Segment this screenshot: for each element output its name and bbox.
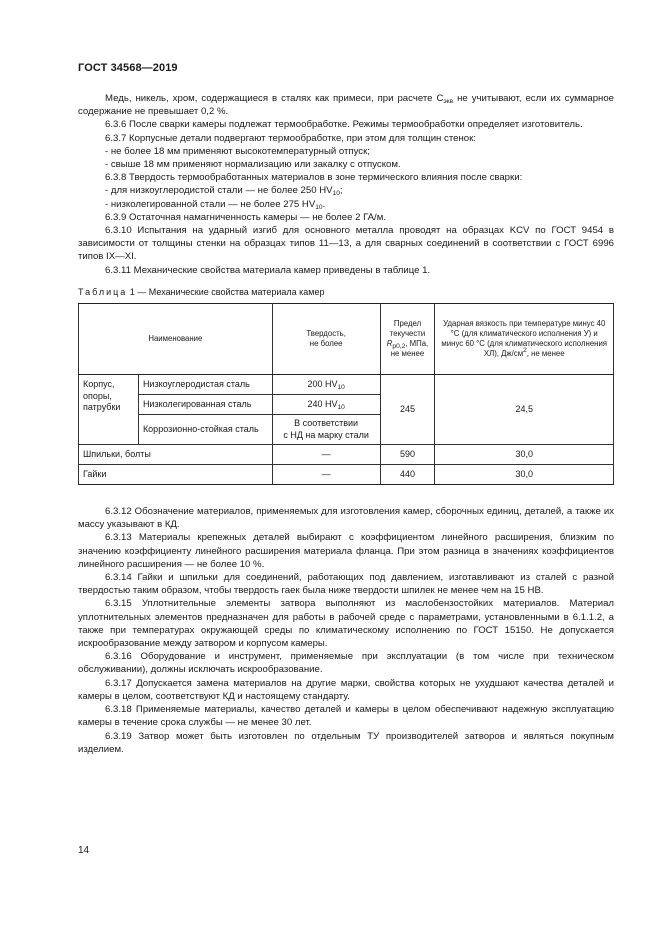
header-impact-text: Ударная вязкость при температуре минус 40 °С (для климатического исполнения У) и минус 60 °С (для климатического исполнения ХЛ), Дж/см xyxy=(441,319,608,359)
hardness-line2: с НД на марку стали xyxy=(283,429,369,440)
intro-paragraph xyxy=(78,92,614,118)
hardness-cell xyxy=(272,395,380,415)
header-hardness-line1: Твердость, xyxy=(306,329,346,339)
header-yield-line4: не менее xyxy=(390,349,425,359)
hardness-line1: В соответствии xyxy=(294,418,359,429)
material-cell: Низкоуглеродистая сталь xyxy=(138,375,272,395)
material-cell: Коррозионно-стойкая сталь xyxy=(138,415,272,445)
clause-6-3-14: 6.3.14 Гайки и шпильки для соединений, работающих под давлением, изготавливают из сталей с разной твердостью таким образом, чтобы твердость гаек была ниже твердости шпилек не менее чем на 15 НВ. xyxy=(78,572,614,597)
intro-text-end: не учитывают, если их суммарное содержание не превышает 0,2 %. xyxy=(78,93,614,118)
studs-impact-cell: 30,0 xyxy=(435,445,614,465)
clause-6-3-7-item-2: - свыше 18 мм применяют нормализацию или закалку с отпуском. xyxy=(105,159,401,171)
header-hardness xyxy=(272,304,380,375)
header-yield-symbol: R xyxy=(386,339,393,349)
item-subscript: 10 xyxy=(315,203,323,211)
item-subscript: 10 xyxy=(332,190,340,198)
mechanical-properties-table xyxy=(78,303,614,485)
document-body xyxy=(78,92,614,756)
hardness-value: 240 HV xyxy=(307,398,338,409)
clause-6-3-8: 6.3.8 Твердость термообработанных материалов в зоне термического влияния после сварки: xyxy=(105,172,523,184)
table-caption xyxy=(78,286,614,299)
table-row xyxy=(79,465,614,485)
intro-subscript: экв xyxy=(443,98,454,105)
table-caption-text: 1 — Механические свойства материала камер xyxy=(127,286,325,297)
clause-6-3-19: 6.3.19 Затвор может быть изготовлен по отдельным ТУ производителей затворов и являться покупным изделием. xyxy=(78,730,614,755)
document-header: ГОСТ 34568—2019 xyxy=(78,62,178,74)
studs-name-cell: Шпильки, болты xyxy=(79,445,273,465)
hardness-subscript: 10 xyxy=(337,383,345,391)
table-caption-label: Таблица xyxy=(78,286,128,297)
nuts-name-cell: Гайки xyxy=(79,465,273,485)
hardness-value: 200 HV xyxy=(307,378,338,389)
clause-6-3-7: 6.3.7 Корпусные детали подвергают термообработке, при этом для толщин стенок: xyxy=(105,132,476,144)
item-text-end: ; xyxy=(339,185,343,197)
header-yield-subscript: p0,2 xyxy=(392,343,406,351)
material-cell: Низколегированная сталь xyxy=(138,395,272,415)
hardness-cell xyxy=(272,375,380,395)
header-yield-line2: текучести xyxy=(389,329,426,339)
clause-6-3-13: 6.3.13 Материалы крепежных деталей выбирают с коэффициентом линейного расширения, близким по значению коэффициенту линейного расширения материала фланца. При этом разница в значениях коэффициентов линейного расширения — не более 10 %. xyxy=(78,532,614,570)
item-text-end: . xyxy=(322,198,326,210)
header-impact-tail: , не менее xyxy=(526,349,565,359)
studs-yield-cell: 590 xyxy=(380,445,435,465)
header-hardness-line2: не более xyxy=(309,339,343,349)
group-yield-cell: 245 xyxy=(380,375,435,445)
header-yield xyxy=(380,304,435,375)
clause-6-3-16: 6.3.16 Оборудование и инструмент, применяемые при эксплуатации (в том числе при техническом обслуживании), должны исключать искрообразование. xyxy=(78,651,614,676)
clause-6-3-11: 6.3.11 Механические свойства материала камер приведены в таблице 1. xyxy=(105,264,431,276)
group-label-cell: Корпус, опоры, патрубки xyxy=(79,375,139,445)
clause-6-3-12: 6.3.12 Обозначение материалов, применяемых для изготовления камер, сборочных единиц, деталей, а также их массу указывают в КД. xyxy=(78,506,614,531)
item-text: - для низкоуглеродистой стали — не более 250 HV xyxy=(105,185,333,197)
table-row xyxy=(79,445,614,465)
item-text: - низколегированной стали — не более 275 HV xyxy=(105,198,316,210)
page-number: 14 xyxy=(78,845,90,856)
nuts-yield-cell: 440 xyxy=(380,465,435,485)
header-impact xyxy=(435,304,614,375)
nuts-impact-cell: 30,0 xyxy=(435,465,614,485)
clause-6-3-9: 6.3.9 Остаточная намагниченность камеры — не более 2 ГА/м. xyxy=(105,211,386,223)
hardness-subscript: 10 xyxy=(337,403,345,411)
table-row xyxy=(79,375,614,395)
clause-6-3-8-item-1 xyxy=(78,184,614,197)
clause-6-3-10: 6.3.10 Испытания на ударный изгиб для основного металла проводят на образцах KCV по ГОСТ 9454 в зависимости от толщины стенки на образцах типов 11—13, а для сварных соединений в соответствии с ГОСТ 6996 типов IX—XI. xyxy=(78,225,614,263)
clause-6-3-8-item-2 xyxy=(78,198,614,211)
header-impact-sup: 2 xyxy=(523,347,527,355)
header-yield-line1: Предел xyxy=(393,319,422,329)
group-impact-cell: 24,5 xyxy=(435,375,614,445)
header-name: Наименование xyxy=(79,304,273,375)
studs-hardness-cell: — xyxy=(272,445,380,465)
nuts-hardness-cell: — xyxy=(272,465,380,485)
table-header-row xyxy=(79,304,614,375)
header-yield-unit: , МПа, xyxy=(405,339,429,349)
clause-6-3-15: 6.3.15 Уплотнительные элементы затвора выполняют из маслобензостойких материалов. Материал уплотнительных элементов предназначен для работы в рабочей среде с параметрами, установленными в 6.1.1.2, а также при температурах окружающей среды по климатическому исполнению по ГОСТ 15150. Не допускается искрообразование между затвором и корпусом камеры. xyxy=(78,598,614,650)
hardness-cell xyxy=(272,415,380,445)
clause-6-3-18: 6.3.18 Применяемые материалы, качество деталей и камеры в целом обеспечивают надежную эксплуатацию камеры в течение срока службы — не менее 30 лет. xyxy=(78,704,614,729)
clauses-after-table xyxy=(78,505,614,756)
clause-6-3-6: 6.3.6 После сварки камеры подлежат термообработке. Режимы термообработки определяет изготовитель. xyxy=(105,119,583,131)
clause-6-3-7-item-1: - не более 18 мм применяют высокотемпературный отпуск; xyxy=(105,145,370,157)
intro-text: Медь, никель, хром, содержащиеся в сталях как примеси, при расчете C xyxy=(105,93,444,104)
clause-6-3-17: 6.3.17 Допускается замена материалов на другие марки, свойства которых не ухудшают качества деталей и камеры в целом, соответствуют КД и настоящему стандарту. xyxy=(78,677,614,702)
